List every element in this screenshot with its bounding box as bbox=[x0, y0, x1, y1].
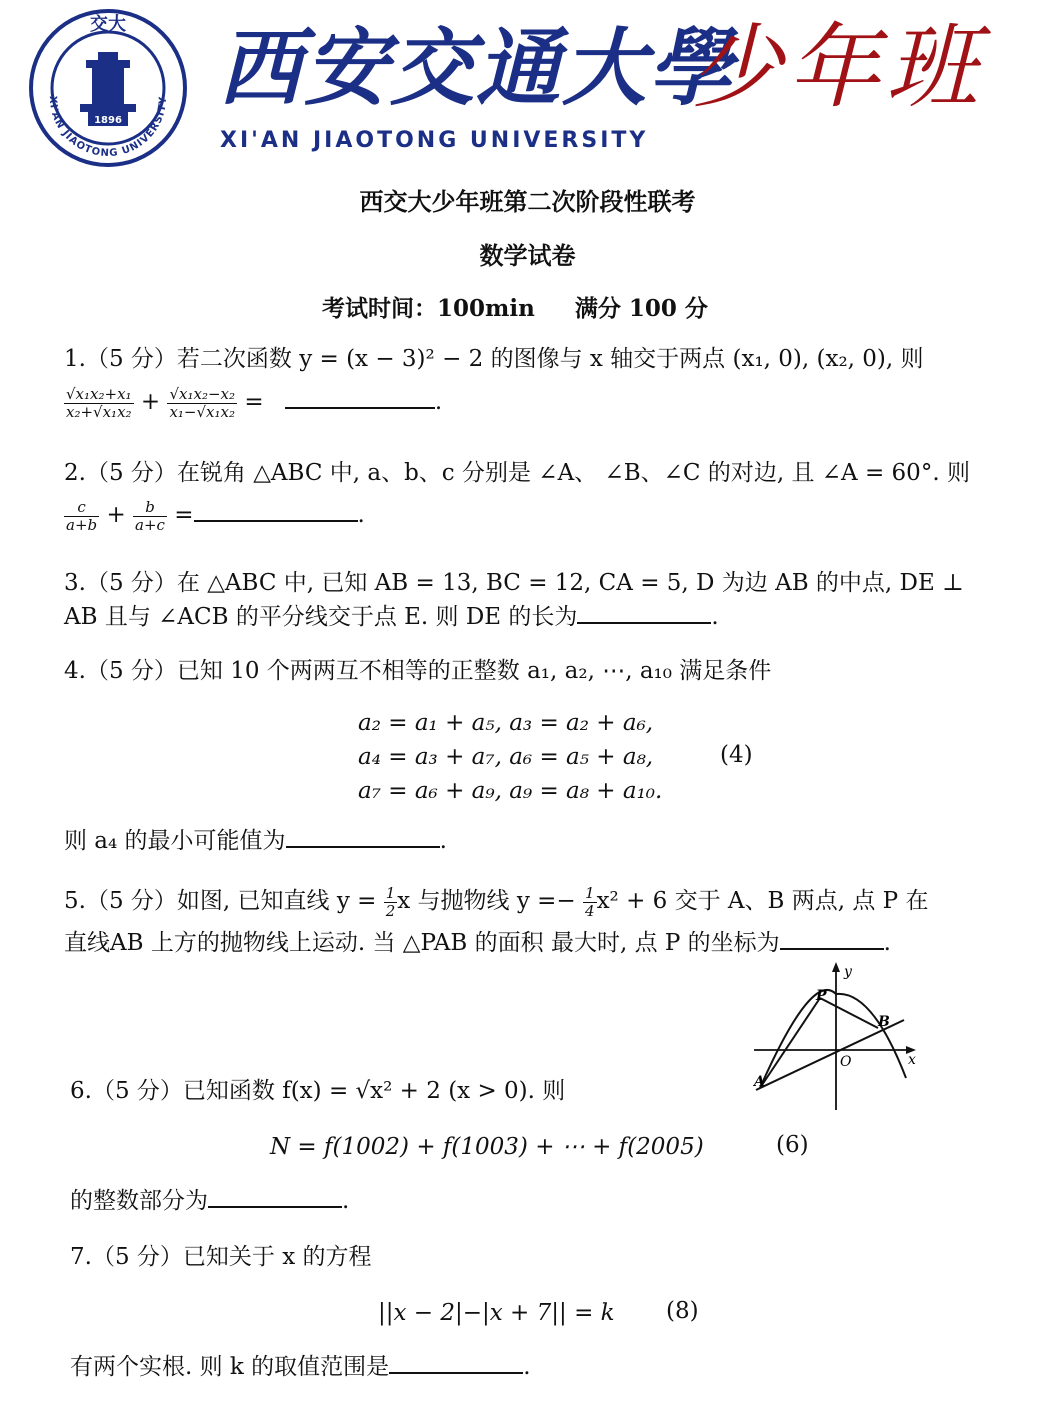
q4-equation-2: a₄ = a₃ + a₇, a₆ = a₅ + a₈, bbox=[358, 744, 654, 770]
answer-blank-1[interactable] bbox=[285, 385, 435, 409]
question-5-line2 bbox=[64, 926, 891, 960]
q1-fraction-1 bbox=[64, 386, 134, 421]
q5-figure-parabola-line bbox=[752, 960, 922, 1110]
q6-end: . bbox=[342, 1188, 350, 1214]
q5-line2-text: 直线AB 上方的抛物线上运动. 当 △PAB 的面积 最大时, 点 P 的坐标为 bbox=[64, 930, 780, 956]
q4-equation-1: a₂ = a₁ + a₅, a₃ = a₂ + a₆, bbox=[358, 710, 654, 736]
q4-equation-tag: (4) bbox=[720, 742, 753, 768]
question-1-line2 bbox=[64, 385, 442, 421]
exam-time: 考试时间：100min bbox=[322, 295, 535, 322]
q2-fraction-2 bbox=[133, 499, 167, 534]
answer-blank-6[interactable] bbox=[208, 1184, 342, 1208]
q4-line2-text: 则 a₄ 的最小可能值为 bbox=[64, 828, 286, 854]
question-3-line1: 3.（5 分）在 △ABC 中, 已知 AB = 13, BC = 12, CA = 5, D 为边 AB 的中点, DE ⊥ bbox=[64, 570, 964, 596]
q2-equals: = bbox=[174, 502, 194, 528]
q1-plus: + bbox=[140, 389, 161, 415]
q7-end: . bbox=[523, 1354, 531, 1380]
q7-equation: ||x − 2|−|x + 7|| = k bbox=[378, 1300, 615, 1326]
q7-equation-tag: (8) bbox=[666, 1298, 699, 1324]
q5-half-fraction bbox=[384, 885, 398, 920]
question-6-line2 bbox=[70, 1184, 349, 1218]
shaonian-calligraphy: 少年班 bbox=[690, 14, 985, 121]
q5-half-num: 1 bbox=[385, 883, 396, 902]
fig-label-y: y bbox=[844, 964, 852, 980]
q5-quarter-fraction bbox=[583, 885, 597, 920]
q2-f1-den: a+b bbox=[66, 515, 98, 534]
exam-subject: 数学试卷 bbox=[479, 241, 576, 270]
q2-f1-num: c bbox=[64, 499, 99, 517]
q4-end: . bbox=[439, 828, 447, 854]
q1-f1-num: √x₁x₂+x₁ bbox=[66, 384, 132, 403]
fig-label-o: O bbox=[840, 1054, 852, 1070]
q1-f2-den: x₁−√x₁x₂ bbox=[169, 402, 235, 421]
q3-end: . bbox=[711, 604, 719, 630]
q2-plus: + bbox=[106, 502, 126, 528]
question-2-line2 bbox=[64, 498, 365, 534]
fig-label-a: A bbox=[754, 1074, 765, 1090]
seal-top-text: 交大 bbox=[90, 14, 126, 35]
university-seal bbox=[28, 8, 188, 168]
question-7-line1: 7.（5 分）已知关于 x 的方程 bbox=[70, 1244, 372, 1270]
fig-label-b: B bbox=[878, 1014, 890, 1030]
q5-half-den: 2 bbox=[385, 901, 396, 920]
fig-y-arrow bbox=[832, 962, 840, 972]
answer-blank-4[interactable] bbox=[286, 824, 440, 848]
exam-full-score: 满分 100 分 bbox=[574, 295, 708, 322]
question-6-line1: 6.（5 分）已知函数 f(x) = √x² + 2 (x > 0). 则 bbox=[70, 1078, 566, 1104]
seal-ring-text: XI'AN JIAOTONG UNIVERSITY bbox=[46, 95, 170, 160]
header bbox=[0, 0, 1055, 200]
q6-equation-tag: (6) bbox=[776, 1132, 809, 1158]
q1-end: . bbox=[434, 389, 443, 415]
q7-line2-text: 有两个实根. 则 k 的取值范围是 bbox=[70, 1354, 390, 1380]
seal-year: 1896 bbox=[94, 115, 122, 126]
q6-line2-text: 的整数部分为 bbox=[70, 1188, 208, 1214]
fig-line bbox=[756, 1020, 904, 1090]
answer-blank-3[interactable] bbox=[577, 600, 711, 624]
question-7-line2 bbox=[70, 1350, 531, 1384]
university-name-en: XI'AN JIAOTONG UNIVERSITY bbox=[220, 128, 649, 153]
q3-line2-text: AB 且与 ∠ACB 的平分线交于点 E. 则 DE 的长为 bbox=[64, 604, 578, 630]
q2-end: . bbox=[357, 502, 365, 528]
q1-fraction-2 bbox=[167, 386, 237, 421]
q1-equals: = bbox=[244, 389, 264, 415]
q2-fraction-1 bbox=[64, 499, 99, 534]
q4-equation-3: a₇ = a₆ + a₉, a₉ = a₈ + a₁₀. bbox=[358, 778, 663, 804]
fig-seg-pb bbox=[820, 998, 878, 1028]
q5-end: . bbox=[883, 930, 891, 956]
question-5-line1 bbox=[64, 884, 928, 920]
q1-f1-den: x₂+√x₁x₂ bbox=[66, 402, 132, 421]
answer-blank-7[interactable] bbox=[389, 1350, 523, 1374]
q6-equation: N = f(1002) + f(1003) + ⋯ + f(2005) bbox=[270, 1134, 704, 1160]
exam-title: 西交大少年班第二次阶段性联考 bbox=[359, 187, 696, 216]
q5-quarter-num: 1 bbox=[585, 883, 595, 902]
university-name-cn: 西安交通大學 bbox=[218, 18, 735, 117]
question-4-line2 bbox=[64, 824, 447, 858]
fig-label-x: x bbox=[908, 1052, 916, 1068]
answer-blank-2[interactable] bbox=[194, 498, 358, 522]
answer-blank-5[interactable] bbox=[780, 926, 884, 950]
exam-info bbox=[322, 290, 708, 323]
question-1-line1: 1.（5 分）若二次函数 y = (x − 3)² − 2 的图像与 x 轴交于两点 (x₁, 0), (x₂, 0), 则 bbox=[64, 346, 924, 372]
fig-label-p: P bbox=[816, 988, 827, 1004]
question-2-line1: 2.（5 分）在锐角 △ABC 中, a、b、c 分别是 ∠A、 ∠B、∠C 的对边, 且 ∠A = 60°. 则 bbox=[64, 460, 970, 486]
question-3-line2 bbox=[64, 600, 719, 634]
question-4-line1: 4.（5 分）已知 10 个两两互不相等的正整数 a₁, a₂, ⋯, a₁₀ 满足条件 bbox=[64, 658, 772, 684]
q2-f2-num: b bbox=[133, 499, 167, 517]
q5-quarter-den: 4 bbox=[585, 901, 595, 920]
q5-line1-c: x² + 6 交于 A、B 两点, 点 P 在 bbox=[596, 888, 929, 914]
q1-f2-num: √x₁x₂−x₂ bbox=[169, 384, 235, 403]
q5-line1-b: x 与抛物线 y =− bbox=[397, 888, 576, 914]
q5-line1-a: 5.（5 分）如图, 已知直线 y = bbox=[64, 888, 377, 914]
q2-f2-den: a+c bbox=[135, 515, 165, 534]
